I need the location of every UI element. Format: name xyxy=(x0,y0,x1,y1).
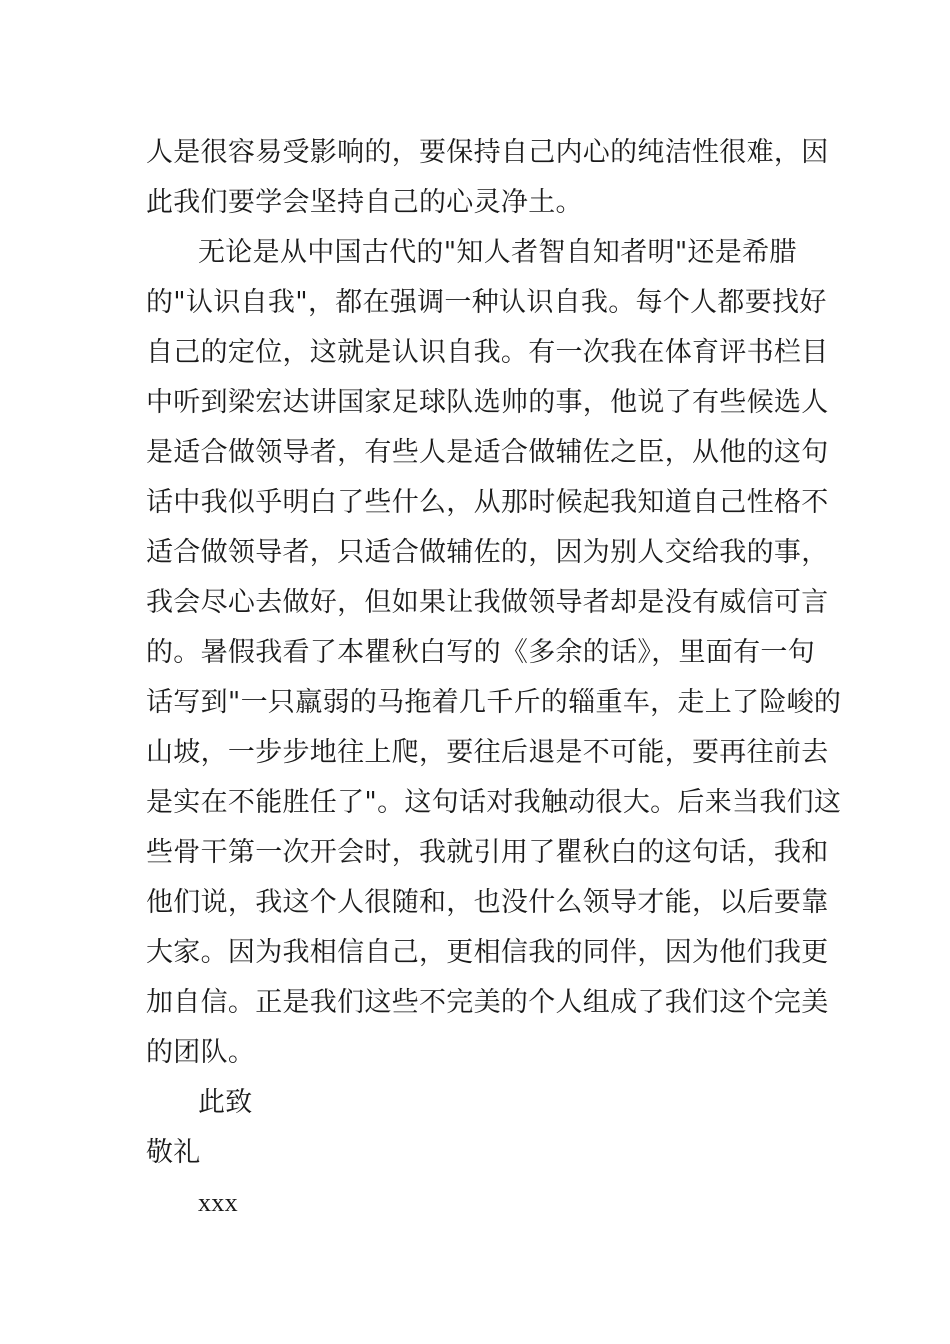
paragraph-2-line-3: 自己的定位，这就是认识自我。有一次我在体育评书栏目 xyxy=(146,337,829,368)
signature: xxx xyxy=(198,1188,238,1217)
paragraph-2-line-13: 些骨干第一次开会时，我就引用了瞿秋白的这句话，我和 xyxy=(146,837,829,868)
closing-salute: 敬礼 xyxy=(146,1137,201,1168)
paragraph-2-line-10: 话写到"一只羸弱的马拖着几千斤的辎重车，走上了险峻的 xyxy=(146,687,842,718)
paragraph-2-line-15: 大家。因为我相信自己，更相信我的同伴，因为他们我更 xyxy=(146,937,829,968)
paragraph-2-line-14: 他们说，我这个人很随和，也没什么领导才能，以后要靠 xyxy=(146,887,829,918)
paragraph-2-line-6: 话中我似乎明白了些什么，从那时候起我知道自己性格不 xyxy=(146,487,829,518)
paragraph-2-line-12: 是实在不能胜任了"。这句话对我触动很大。后来当我们这 xyxy=(146,787,842,818)
paragraph-2-line-2: 的"认识自我"，都在强调一种认识自我。每个人都要找好 xyxy=(146,287,827,318)
paragraph-2-line-4: 中听到梁宏达讲国家足球队选帅的事，他说了有些候选人 xyxy=(146,387,829,418)
paragraph-2-line-17: 的团队。 xyxy=(146,1037,256,1068)
paragraph-1-line-2: 此我们要学会坚持自己的心灵净土。 xyxy=(146,187,583,218)
closing-greeting: 此致 xyxy=(198,1087,253,1118)
paragraph-2-line-16: 加自信。正是我们这些不完美的个人组成了我们这个完美 xyxy=(146,987,829,1018)
paragraph-2-line-1: 无论是从中国古代的"知人者智自知者明"还是希腊 xyxy=(198,237,797,268)
paragraph-2-line-9: 的。暑假我看了本瞿秋白写的《多余的话》，里面有一句 xyxy=(146,637,815,668)
paragraph-2-line-11: 山坡，一步步地往上爬，要往后退是不可能，要再往前去 xyxy=(146,737,829,768)
paragraph-1-line-1: 人是很容易受影响的，要保持自己内心的纯洁性很难，因 xyxy=(146,137,829,168)
paragraph-2-line-7: 适合做领导者，只适合做辅佐的，因为别人交给我的事， xyxy=(146,537,829,568)
paragraph-2-line-8: 我会尽心去做好，但如果让我做领导者却是没有威信可言 xyxy=(146,587,829,618)
paragraph-2-line-5: 是适合做领导者，有些人是适合做辅佐之臣，从他的这句 xyxy=(146,437,829,468)
